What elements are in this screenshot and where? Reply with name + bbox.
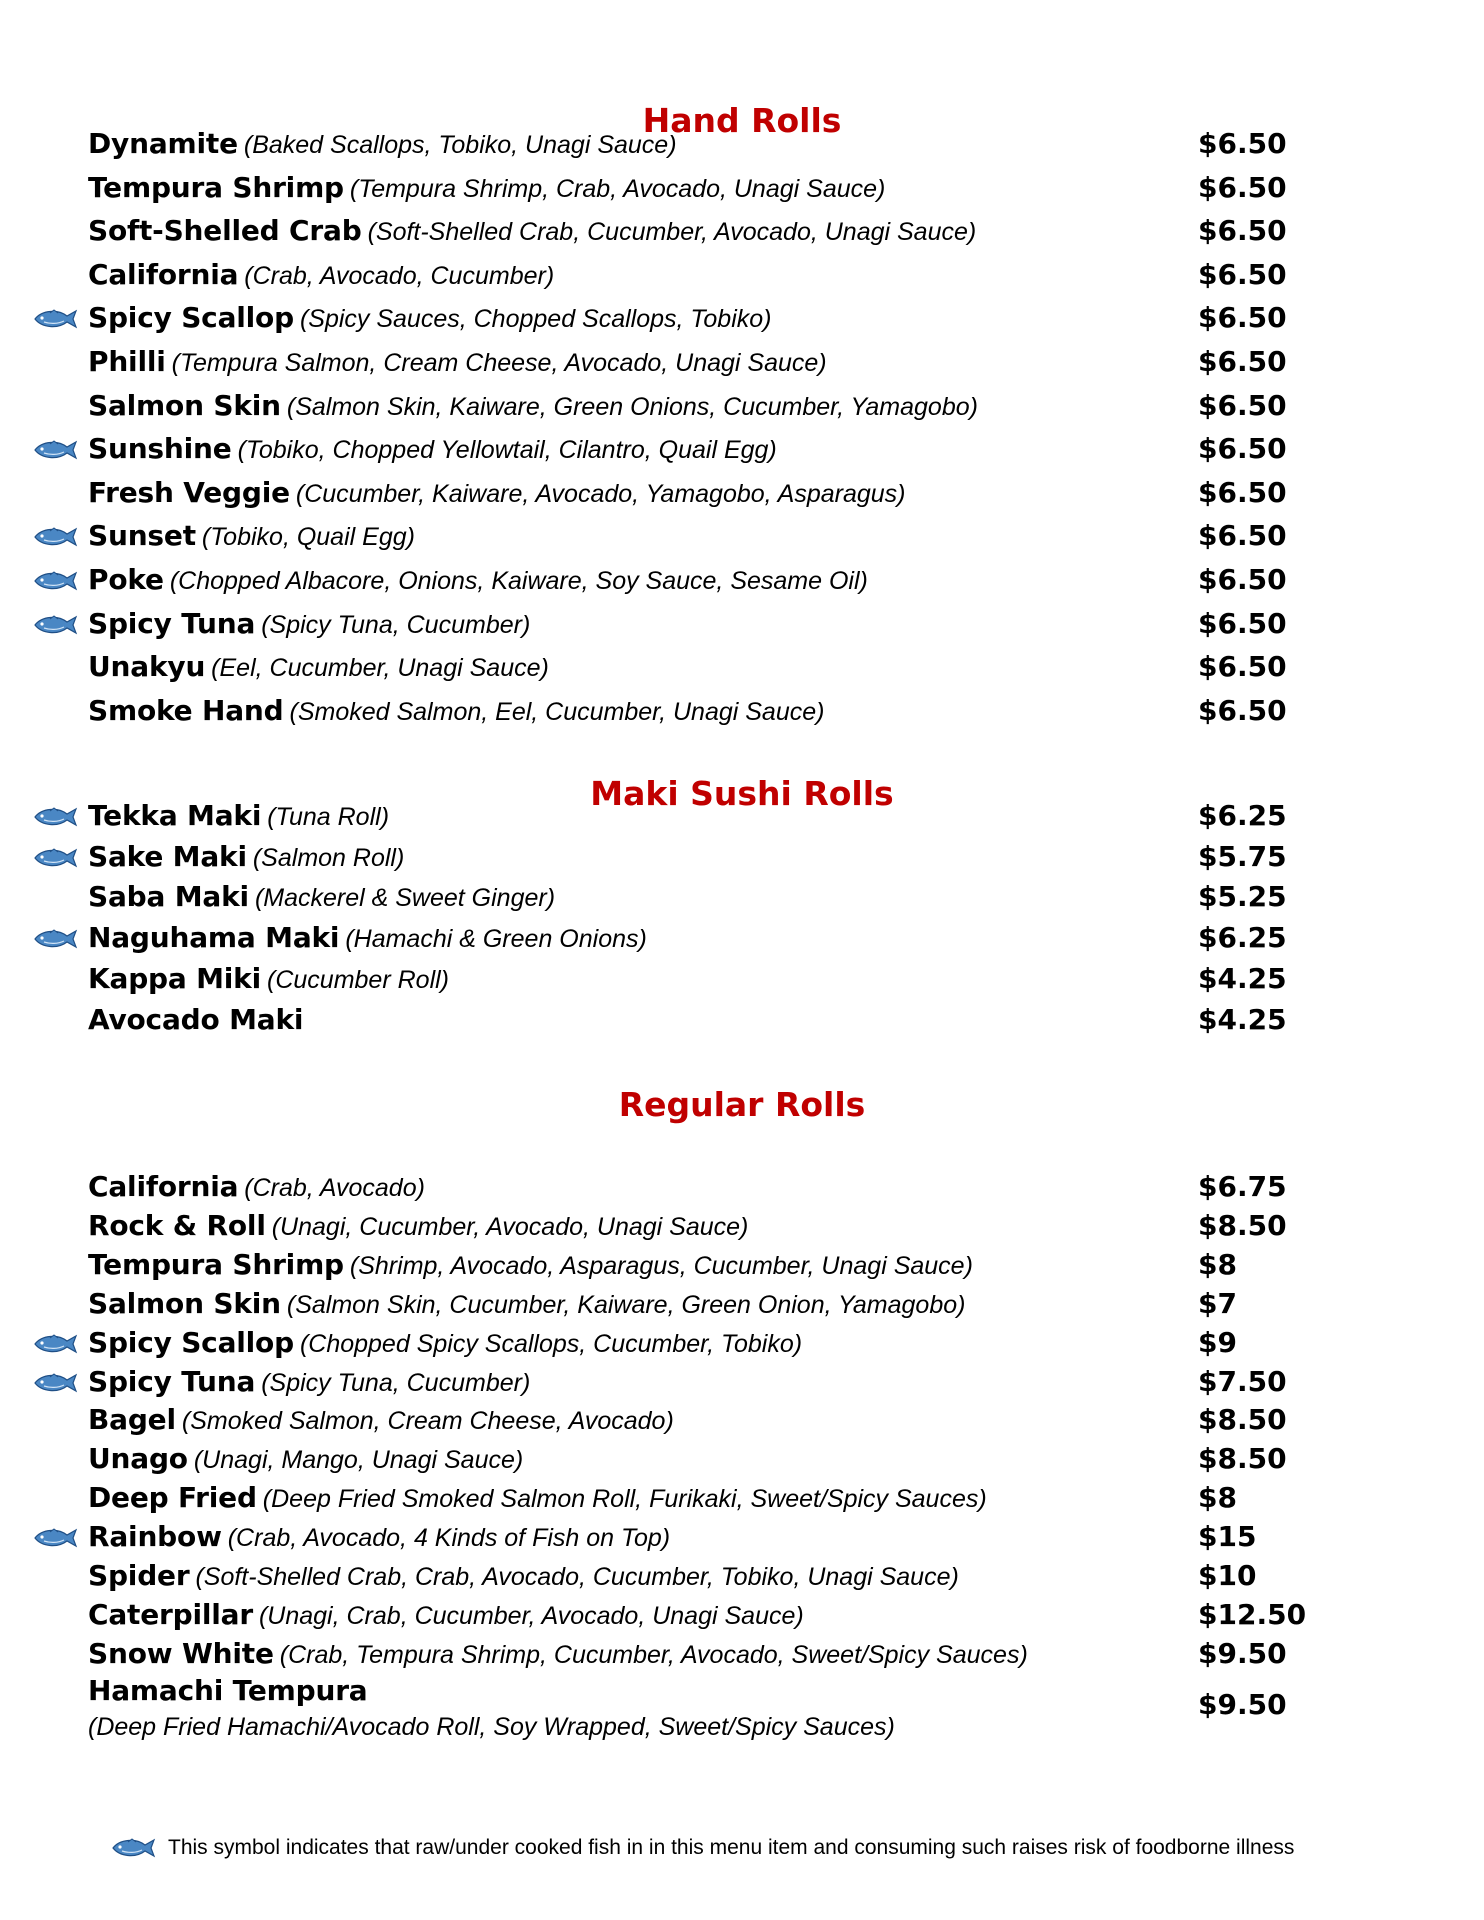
fish-icon	[32, 928, 78, 950]
menu-item	[0, 514, 1484, 558]
item-description: (Tuna Roll)	[267, 803, 390, 831]
fish-icon	[32, 308, 78, 330]
item-price: $7	[1198, 1287, 1237, 1320]
menu-item	[0, 1321, 1484, 1365]
menu-item	[0, 122, 1484, 166]
item-name: Caterpillar	[88, 1598, 253, 1631]
item-price: $6.50	[1198, 171, 1287, 204]
menu-item	[0, 166, 1484, 210]
item-name: Salmon Skin	[88, 1287, 281, 1320]
item-price: $6.75	[1198, 1170, 1287, 1203]
menu-item	[0, 1204, 1484, 1248]
menu-item	[0, 916, 1484, 960]
item-description: (Crab, Avocado, 4 Kinds of Fish on Top)	[227, 1524, 671, 1552]
item-description: (Tempura Shrimp, Crab, Avocado, Unagi Sauce)	[349, 175, 886, 203]
menu-item	[0, 1398, 1484, 1442]
item-price: $6.50	[1198, 432, 1287, 465]
item-name: Bagel	[88, 1403, 176, 1436]
item-price: $6.50	[1198, 607, 1287, 640]
item-description: (Baked Scallops, Tobiko, Unagi Sauce)	[243, 131, 677, 159]
item-description: (Soft-Shelled Crab, Cucumber, Avocado, Unagi Sauce)	[367, 218, 977, 246]
menu-item	[0, 1476, 1484, 1520]
item-description: (Crab, Tempura Shrimp, Cucumber, Avocado, Sweet/Spicy Sauces)	[279, 1641, 1028, 1669]
fish-icon	[32, 806, 78, 828]
footnote	[108, 1828, 1408, 1868]
menu-item	[0, 957, 1484, 1001]
menu-item	[0, 1554, 1484, 1598]
item-description: (Crab, Avocado, Cucumber)	[244, 262, 555, 290]
item-price: $6.50	[1198, 301, 1287, 334]
item-price: $12.50	[1198, 1598, 1307, 1631]
item-price: $5.75	[1198, 840, 1287, 873]
item-description: (Chopped Albacore, Onions, Kaiware, Soy Sauce, Sesame Oil)	[169, 567, 868, 595]
menu-item	[0, 645, 1484, 689]
item-name: Spicy Tuna	[88, 607, 256, 640]
menu-item	[0, 689, 1484, 733]
section-heading: Regular Rolls	[618, 1085, 866, 1124]
item-description: (Salmon Skin, Kaiware, Green Onions, Cucumber, Yamagobo)	[286, 393, 978, 421]
item-name: Spicy Scallop	[88, 301, 294, 334]
item-description: (Unagi, Cucumber, Avocado, Unagi Sauce)	[271, 1213, 749, 1241]
menu-item	[0, 835, 1484, 879]
item-name: Spicy Scallop	[88, 1326, 294, 1359]
item-name: Sake Maki	[88, 840, 247, 873]
item-description: (Spicy Tuna, Cucumber)	[261, 611, 531, 639]
fish-icon	[32, 439, 78, 461]
menu-item	[0, 875, 1484, 919]
menu-item	[0, 471, 1484, 515]
menu-item	[0, 340, 1484, 384]
item-price: $6.50	[1198, 519, 1287, 552]
item-description: (Tobiko, Chopped Yellowtail, Cilantro, Quail Egg)	[237, 436, 777, 464]
item-price: $6.50	[1198, 694, 1287, 727]
item-description: (Salmon Roll)	[252, 844, 405, 872]
item-description: (Eel, Cucumber, Unagi Sauce)	[211, 654, 549, 682]
item-name: Sunset	[88, 519, 196, 552]
item-name: Tempura Shrimp	[88, 1248, 344, 1281]
fish-icon	[32, 614, 78, 636]
item-name: Avocado Maki	[88, 1003, 304, 1036]
item-description: (Unagi, Mango, Unagi Sauce)	[193, 1446, 524, 1474]
item-price: $8	[1198, 1248, 1237, 1281]
item-name: Rock & Roll	[88, 1209, 266, 1242]
menu-item	[0, 384, 1484, 428]
item-name: Tempura Shrimp	[88, 171, 344, 204]
item-description: (Crab, Avocado)	[244, 1174, 425, 1202]
menu-item	[0, 209, 1484, 253]
item-name: Saba Maki	[88, 880, 249, 913]
item-description: (Deep Fried Hamachi/Avocado Roll, Soy Wrapped, Sweet/Spicy Sauces)	[88, 1713, 895, 1741]
fish-icon	[32, 570, 78, 592]
item-price: $4.25	[1198, 962, 1287, 995]
section-heading: Maki Sushi Rolls	[590, 774, 894, 813]
section-heading: Hand Rolls	[642, 101, 842, 140]
item-description: (Deep Fried Smoked Salmon Roll, Furikaki, Sweet/Spicy Sauces)	[262, 1485, 987, 1513]
fish-icon	[32, 1372, 78, 1394]
item-price: $6.50	[1198, 476, 1287, 509]
item-price: $8.50	[1198, 1442, 1287, 1475]
menu-item	[0, 1165, 1484, 1209]
item-description: (Soft-Shelled Crab, Crab, Avocado, Cucumber, Tobiko, Unagi Sauce)	[195, 1563, 959, 1591]
item-name: Fresh Veggie	[88, 476, 290, 509]
item-description: (Cucumber, Kaiware, Avocado, Yamagobo, Asparagus)	[295, 480, 906, 508]
item-name: Tekka Maki	[88, 799, 262, 832]
item-name: Naguhama Maki	[88, 921, 340, 954]
item-name: Deep Fried	[88, 1481, 257, 1514]
item-price: $9.50	[1198, 1688, 1287, 1721]
item-price: $4.25	[1198, 1003, 1287, 1036]
item-price: $5.25	[1198, 880, 1287, 913]
item-name: Philli	[88, 345, 166, 378]
item-description: (Smoked Salmon, Cream Cheese, Avocado)	[181, 1407, 674, 1435]
item-description: (Spicy Tuna, Cucumber)	[261, 1369, 531, 1397]
item-price: $6.50	[1198, 563, 1287, 596]
item-description: (Tobiko, Quail Egg)	[201, 523, 415, 551]
menu-item	[0, 794, 1484, 838]
item-name: Soft-Shelled Crab	[88, 214, 362, 247]
fish-icon	[32, 1527, 78, 1549]
item-name: California	[88, 258, 239, 291]
item-price: $6.50	[1198, 345, 1287, 378]
menu-item	[0, 1243, 1484, 1287]
menu-item	[0, 1515, 1484, 1559]
item-price: $9.50	[1198, 1637, 1287, 1670]
item-name: Rainbow	[88, 1520, 222, 1553]
item-price: $6.50	[1198, 214, 1287, 247]
item-description: (Mackerel & Sweet Ginger)	[254, 884, 556, 912]
menu-item	[0, 558, 1484, 602]
item-description: (Smoked Salmon, Eel, Cucumber, Unagi Sauce)	[289, 698, 825, 726]
item-price: $8	[1198, 1481, 1237, 1514]
menu-item	[0, 602, 1484, 646]
item-price: $6.50	[1198, 127, 1287, 160]
item-price: $6.50	[1198, 650, 1287, 683]
menu-item	[0, 1632, 1484, 1676]
item-name: California	[88, 1170, 239, 1203]
item-name: Smoke Hand	[88, 694, 284, 727]
menu-item	[0, 296, 1484, 340]
menu-item	[0, 1437, 1484, 1481]
item-name: Kappa Miki	[88, 962, 262, 995]
fish-icon	[32, 526, 78, 548]
item-description: (Tempura Salmon, Cream Cheese, Avocado, Unagi Sauce)	[171, 349, 827, 377]
item-name: Spider	[88, 1559, 190, 1592]
menu-item	[0, 998, 1484, 1042]
fish-icon	[32, 1333, 78, 1355]
item-name: Salmon Skin	[88, 389, 281, 422]
menu-item	[0, 427, 1484, 471]
item-name: Unago	[88, 1442, 188, 1475]
item-price: $8.50	[1198, 1403, 1287, 1436]
item-description: (Unagi, Crab, Cucumber, Avocado, Unagi Sauce)	[258, 1602, 804, 1630]
item-price: $9	[1198, 1326, 1237, 1359]
fish-icon	[32, 847, 78, 869]
item-price: $8.50	[1198, 1209, 1287, 1242]
item-description: (Spicy Sauces, Chopped Scallops, Tobiko)	[299, 305, 772, 333]
item-description: (Shrimp, Avocado, Asparagus, Cucumber, Unagi Sauce)	[349, 1252, 973, 1280]
item-name: Poke	[88, 563, 164, 596]
item-description: (Hamachi & Green Onions)	[345, 925, 647, 953]
menu-item	[0, 1671, 1484, 1741]
item-name: Spicy Tuna	[88, 1365, 256, 1398]
item-price: $7.50	[1198, 1365, 1287, 1398]
item-description: (Cucumber Roll)	[267, 966, 449, 994]
menu-item	[0, 1282, 1484, 1326]
footnote-text: This symbol indicates that raw/under cooked fish in in this menu item and consuming such raises risk of foodborne illness	[168, 1836, 1295, 1859]
menu-item	[0, 1593, 1484, 1637]
item-price: $6.25	[1198, 799, 1287, 832]
item-price: $6.50	[1198, 389, 1287, 422]
item-price: $6.25	[1198, 921, 1287, 954]
item-price: $6.50	[1198, 258, 1287, 291]
item-name: Snow White	[88, 1637, 274, 1670]
item-name: Hamachi Tempura	[88, 1674, 368, 1707]
item-price: $15	[1198, 1520, 1257, 1553]
item-name: Unakyu	[88, 650, 206, 683]
menu-item	[0, 253, 1484, 297]
item-name: Sunshine	[88, 432, 232, 465]
item-name: Dynamite	[88, 127, 238, 160]
fish-icon	[110, 1837, 156, 1859]
item-description: (Salmon Skin, Cucumber, Kaiware, Green Onion, Yamagobo)	[286, 1291, 966, 1319]
item-price: $10	[1198, 1559, 1257, 1592]
item-description: (Chopped Spicy Scallops, Cucumber, Tobiko)	[299, 1330, 803, 1358]
